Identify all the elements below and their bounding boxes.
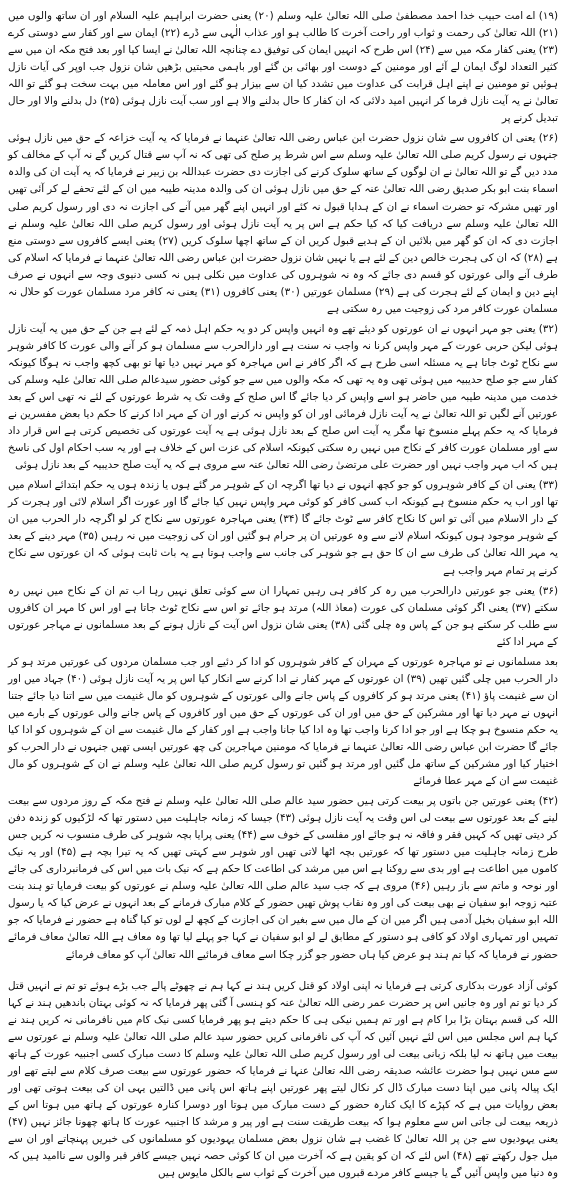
paragraph-footnotes-42-46: (۴۲) یعنی عورتیں جن باتوں پر بیعت کرتی ہیں حضور سید عالم صلی اللہ تعالیٰ علیہ وسلم نے فتح مکہ کے روز مردوں سے بیعت لینے کے بعد عورتوں سے بیعت لی اس وقت یہ آیت نازل ہوئی (۴۳) جیسا کہ زمانہ جاہلیت میں دستور تھا کہ لڑکیوں کو زندہ دفن کر دیتی تھیں کہ کہیں فقر و فاقہ نہ ہو جائے اور مفلسی کے خوف سے (۴۴) یعنی پرایا بچہ شوہر کی طرف منسوب نہ کریں جس طرح زمانہ جاہلیت میں دستور تھا کہ عورتیں بچہ اٹھا لاتی تھیں اور شوہر سے کہتی تھیں کہ یہ تیرا بچہ ہے (۴۵) اور یہ نیک کاموں میں اطاعت ہے اور بدی سے روکنا ہے اس میں مرشد کی اطاعت کا حکم ہے کہ نیک بات میں اس کی فرمانبرداری کی جائے اور نوحہ و ماتم سے باز رہیں (۴۶) مروی ہے کہ جب سید عالم صلی اللہ تعالیٰ علیہ وسلم نے عورتوں کو بیعت فرمایا تو ہند بنت عتبہ زوجہ ابو سفیان نے بھی بیعت کی اور وہ نقاب پوش تھیں حضور کے کلام مبارک فرمانے کے بعد انہوں نے عرض کیا کہ یا رسول اللہ ابو سفیان بخیل آدمی ہیں اگر میں ان کے مال میں سے بغیر ان کی اجازت کے کچھ لے لوں تو کیا گناہ ہے حضور نے فرمایا کہ جو تمہیں اور تمہاری اولاد کو کافی ہو دستور کے مطابق لے لو ابو سفیان نے کہا جو پہلے لیا تھا وہ معاف ہے اللہ تعالیٰ معاف فرمائے حضور نے فرمایا کہ کیا تم ہند ہو عرض کیا ہاں حضور جو گزر چکا اسے معاف فرمائیے اللہ تعالیٰ آپ کو معاف فرمائے: [8, 795, 558, 961]
paragraph-footnotes-19-25: (۱۹) اے امت حبیب خدا احمد مصطفیٰ صلی اللہ تعالیٰ علیہ وسلم (۲۰) یعنی حضرت ابراہیم علیہ السلام اور ان ساتھ والوں میں (۲۱) اللہ تعالیٰ کی رحمت و ثواب اور راحت آخرت کا طالب ہو اور عذاب الٰہی سے ڈرے (۲۲) ایمان سے اور کفار سے دوستی کرے (۲۳) یعنی کفار مکہ میں سے (۲۴) اس طرح کہ انہیں ایمان کی توفیق دے چنانچہ اللہ تعالیٰ نے ایسا کیا اور بعد فتح مکہ ان میں سے کثیر التعداد لوگ ایمان لے آئے اور مومنین کے دوست اور بھائی بن گئے اور باہمی محبتیں بڑھیں شان نزول جب اوپر کی آیات نازل ہوئیں تو مومنین نے اپنے اہل قرابت کی عداوت میں تشدد کیا ان سے بیزار ہو گئے اور اس معاملہ میں بہت سخت ہو گئے تو اللہ تعالیٰ نے یہ آیت نازل فرما کر انہیں امید دلائی کہ ان کفار کا حال بدلنے والا ہے اور سب آیت نازل ہوئی (۲۵) دل بدلنے والا اور حال تبدیل کرنے پر: [8, 10, 559, 125]
paragraph-footnotes-26-31: (۲۶) یعنی ان کافروں سے شان نزول حضرت ابن عباس رضی اللہ تعالیٰ عنہما نے فرمایا کہ یہ آیت خزاعہ کے حق میں نازل ہوئی جنہوں نے رسول کریم صلی اللہ تعالیٰ علیہ وسلم سے اس شرط پر صلح کی تھی کہ نہ آپ سے قتال کریں گے نہ آپ کے مخالف کو مدد دیں گے تو اللہ تعالیٰ نے ان لوگوں کے ساتھ سلوک کرنے کی اجازت دی حضرت عبداللہ بن زبیر نے فرمایا کہ یہ آیت ان کی والدہ اسماء بنت ابو بکر صدیق رضی اللہ تعالیٰ عنہ کے حق میں نازل ہوئی ان کی والدہ مدینہ طیبہ میں ان کے لئے تحفے لے کر آئی تھیں اور تھیں مشرکہ تو حضرت اسماء نے ان کے ہدایا قبول نہ کئے اور انہیں اپنے گھر میں آنے کی اجازت نہ دی اور رسول کریم صلی اللہ تعالیٰ علیہ وسلم سے دریافت کیا کہ کیا حکم ہے اس پر یہ آیت نازل ہوئی اور رسول کریم صلی اللہ تعالیٰ علیہ وسلم نے اجازت دی کہ ان کو گھر میں بلائیں ان کے ہدیے قبول کریں ان کے ساتھ اچھا سلوک کریں (۲۷) یعنی ایسے کافروں سے دوستی منع ہے (۲۸) کہ ان کی ہجرت خالص دین کے لئے ہے یا نہیں شان نزول حضرت ابن عباس رضی اللہ تعالیٰ عنہما نے فرمایا کہ اسلام کی طرف آنے والی عورتوں کو قسم دی جائے کہ وہ نہ شوہروں کی عداوت میں نکلی ہیں نہ کسی دنیوی وجہ سے انہوں نے صرف اپنے دین و ایمان کے لئے ہجرت کی ہے (۲۹) مسلمان عورتیں (۳۰) یعنی کافروں (۳۱) یعنی نہ کافر مرد مسلمان عورت کو حلال نہ مسلمان عورت کافر مرد کی زوجیت میں رہ سکتی ہے: [8, 132, 559, 315]
paragraph-footnotes-47-48: کوئی آزاد عورت بدکاری کرتی ہے فرمایا نہ اپنی اولاد کو قتل کریں ہند نے کہا ہم نے چھوٹے پالے جب بڑے ہوئے تو تم نے انہیں قتل کر دیا تو تم اور وہ جانیں اس پر حضرت عمر رضی اللہ تعالیٰ عنہ کو ہنسی آ گئی پھر فرمایا کہ نہ کوئی بہتان باندھیں ہند نے کہا اللہ کی قسم بہتان بڑا برا کام ہے اور تم ہمیں نیکی ہی کا حکم دیتے ہو پھر فرمایا کسی نیک کام میں نافرمانی نہ کریں ہند نے کہا ہم اس مجلس میں اس لئے نہیں آئیں کہ آپ کی نافرمانی کریں حضور سید عالم صلی اللہ تعالیٰ علیہ وسلم نے عورتوں سے بیعت میں ہاتھ نہ لیا بلکہ زبانی بیعت لی اور رسول کریم صلی اللہ تعالیٰ علیہ وسلم کا دست مبارک کسی اجنبیہ عورت کے ہاتھ سے مس نہیں ہوا حضرت عائشہ صدیقہ رضی اللہ تعالیٰ عنہا نے فرمایا کہ حضور عورتوں سے بیعت صرف کلام سے لیتے تھے اور ایک پیالہ پانی میں اپنا دست مبارک ڈال کر نکال لیتے پھر عورتیں اپنے ہاتھ اس پانی میں ڈالتیں یہی ان کی بیعت ہوتی تھی اور بعض روایات میں ہے کہ کپڑے کا ایک کنارہ حضور کے دست مبارک میں ہوتا اور دوسرا کنارہ عورتوں کے ہاتھ میں ہوتا اس کے ذریعہ بیعت لی جاتی اس سے معلوم ہوا کہ بیعت طریقت سنت ہے اور پیر و مرشد کا اجنبیہ عورت کا ہاتھ چھونا جائز نہیں (۴۷) یعنی یہودیوں سے جن پر اللہ تعالیٰ کا غضب ہے شان نزول بعض مسلمان یہودیوں کو مسلمانوں کی خبریں پہنچاتے اور ان سے میل جول رکھتے تھے (۴۸) اس لئے کہ ان کو یقین ہے کہ آخرت میں ان کا کوئی حصہ نہیں جیسے کافر قبر والوں سے ناامید ہیں کہ وہ دنیا میں واپس آئیں گے یا جیسے کافر مردے قبروں میں آخرت کے ثواب سے بالکل مایوس ہیں: [8, 979, 558, 1180]
paragraph-footnotes-39-41: بعد مسلمانوں نے تو مہاجرہ عورتوں کے مہران کے کافر شوہروں کو ادا کر دئیے اور جب مسلمان مردوں کی عورتیں مرتد ہو کر دار الحرب میں چلی گئیں تھیں (۳۹) ان عورتوں کے مہر کفار نے ادا کرنے سے انکار کیا اس پر یہ آیت نازل ہوئی (۴۰) جہاد میں اور ان سے غنیمت پاؤ (۴۱) یعنی مرتد ہو کر کافروں کے پاس جانے والی عورتوں کے شوہروں کو مال غنیمت میں سے اتنا دیا جائے جتنا انہوں نے مہر دیا تھا اور مشرکین کے حق میں اور ان کی عورتوں کے حق میں اور کافروں کے پاس جانے والی عورتوں کے بارے میں یہ حکم منسوخ ہو چکا ہے اور جو ادا کرنا واجب تھا وہ ادا کیا جانا واجب ہے اور کفار کے مال غنیمت سے ان کے شوہروں کو ادا کیا جائے گا حضرت ابن عباس رضی اللہ تعالیٰ عنہما نے فرمایا کہ مومنین مہاجرین کی چھ عورتیں ایسی تھیں جنہوں نے دار الحرب کو اختیار کیا اور مشرکین کے ساتھ مل گئیں اور مرتد ہو گئیں تو رسول کریم صلی اللہ تعالیٰ علیہ وسلم نے ان کے شوہروں کو مال غنیمت سے ان کے مہر عطا فرمائے: [8, 655, 559, 788]
paragraph-footnotes-36-38: (۳۶) یعنی جو عورتیں دارالحرب میں رہ کر کافر ہی رہیں تمہارا ان سے کوئی تعلق نہیں رہا اب تم ان کے نکاح میں نہیں رہ سکتے (۳۷) یعنی اگر کوئی مسلمان کی عورت (معاذ اللہ) مرتد ہو جائے تو اس سے نکاح ٹوٹ جاتا ہے اور اس کا مہر ان کافروں سے طلب کر سکتے ہو جن کے پاس وہ چلی گئی (۳۸) یعنی شان نزول اس آیت کے نازل ہونے کے بعد مسلمانوں نے مہاجر عورتوں کے مہر ادا کئے: [8, 584, 558, 648]
paragraph-footnote-32: (۳۲) یعنی جو مہر انہوں نے ان عورتوں کو دیئے تھے وہ انہیں واپس کر دو یہ حکم اہل ذمہ کے لئے ہے جن کے حق میں یہ آیت نازل ہوئی لیکن حربی عورت کے مہر واپس کرنا نہ واجب نہ سنت ہے اور دارالحرب سے مسلمان ہو کر آنے والی عورت کا کافر شوہر سے نکاح ٹوٹ جاتا ہے یہ مسئلہ اسی طرح ہے کہ اگر کافر نے اس مہاجرہ کو مہر نہیں دیا تھا تو بھی کچھ واجب نہ ہوگا کیونکہ کفار سے جو صلح حدیبیہ میں ہوئی تھی وہ یہ تھی کہ مکہ والوں میں سے جو کوئی حضور سیدعالم صلی اللہ تعالیٰ علیہ وسلم کی خدمت میں مدینہ طیبہ میں حاضر ہو اسے واپس کر دیا جائے گا اس صلح کے وقت تک یہ شرط عورتوں کے لئے نہ تھی اس کے بعد عورتیں آنے لگیں تو اللہ تعالیٰ نے یہ آیت نازل فرمائی اور ان کو واپس نہ کرنے اور ان کے مہر ادا کرنے کا حکم دیا بعض مفسرین نے فرمایا کہ یہ حکم پہلے منسوخ تھا مگر یہ آیت اس صلح کے بعد نازل ہوئی ہے یہ آیت عورتوں کی تخصیص کرتی ہے اس قرار داد سے اور مسلمان عورت کافر کے نکاح میں نہیں رہ سکتی کیونکہ اسلام کی عزت اس کے خلاف ہے اور یہ سب احکام اول کی ناسخ ہیں کہ اب مہر واجب نہیں اور حضرت علی مرتضیٰ رضی اللہ تعالیٰ عنہ سے مروی ہے کہ یہ آیت صلح حدیبیہ کے بعد نازل ہوئی: [8, 322, 558, 472]
paragraph-footnotes-33-35: (۳۳) یعنی ان کے کافر شوہروں کو جو کچھ انہوں نے دیا تھا اگرچہ ان کے شوہر مر گئے ہوں یا زندہ ہوں یہ حکم ابتدائے اسلام میں تھا اور اب یہ حکم منسوخ ہے کیونکہ اب کسی کافر کو کوئی مہر واپس نہیں کیا جائے گا اور عورت اگر اسلام لائی اور ہجرت کر کے دار الاسلام میں آئی تو اس کا نکاح کافر سے ٹوٹ جائے گا (۳۴) یعنی مہاجرہ عورتوں سے نکاح کر لو اگرچہ دار الحرب میں ان کے شوہر موجود ہوں کیونکہ اسلام لانے سے وہ عورتیں ان پر حرام ہو گئیں اور ان کی زوجیت میں نہ رہیں (۳۵) مہر دینے کے بعد یہ مہر اللہ تعالیٰ کی طرف سے ان کا حق ہے جو شوہر کی جانب سے واجب ہوتا ہے یہ بات ثابت ہوئی کہ ان عورتوں سے نکاح کرنے پر تمام مہر واجب ہے: [8, 479, 558, 577]
